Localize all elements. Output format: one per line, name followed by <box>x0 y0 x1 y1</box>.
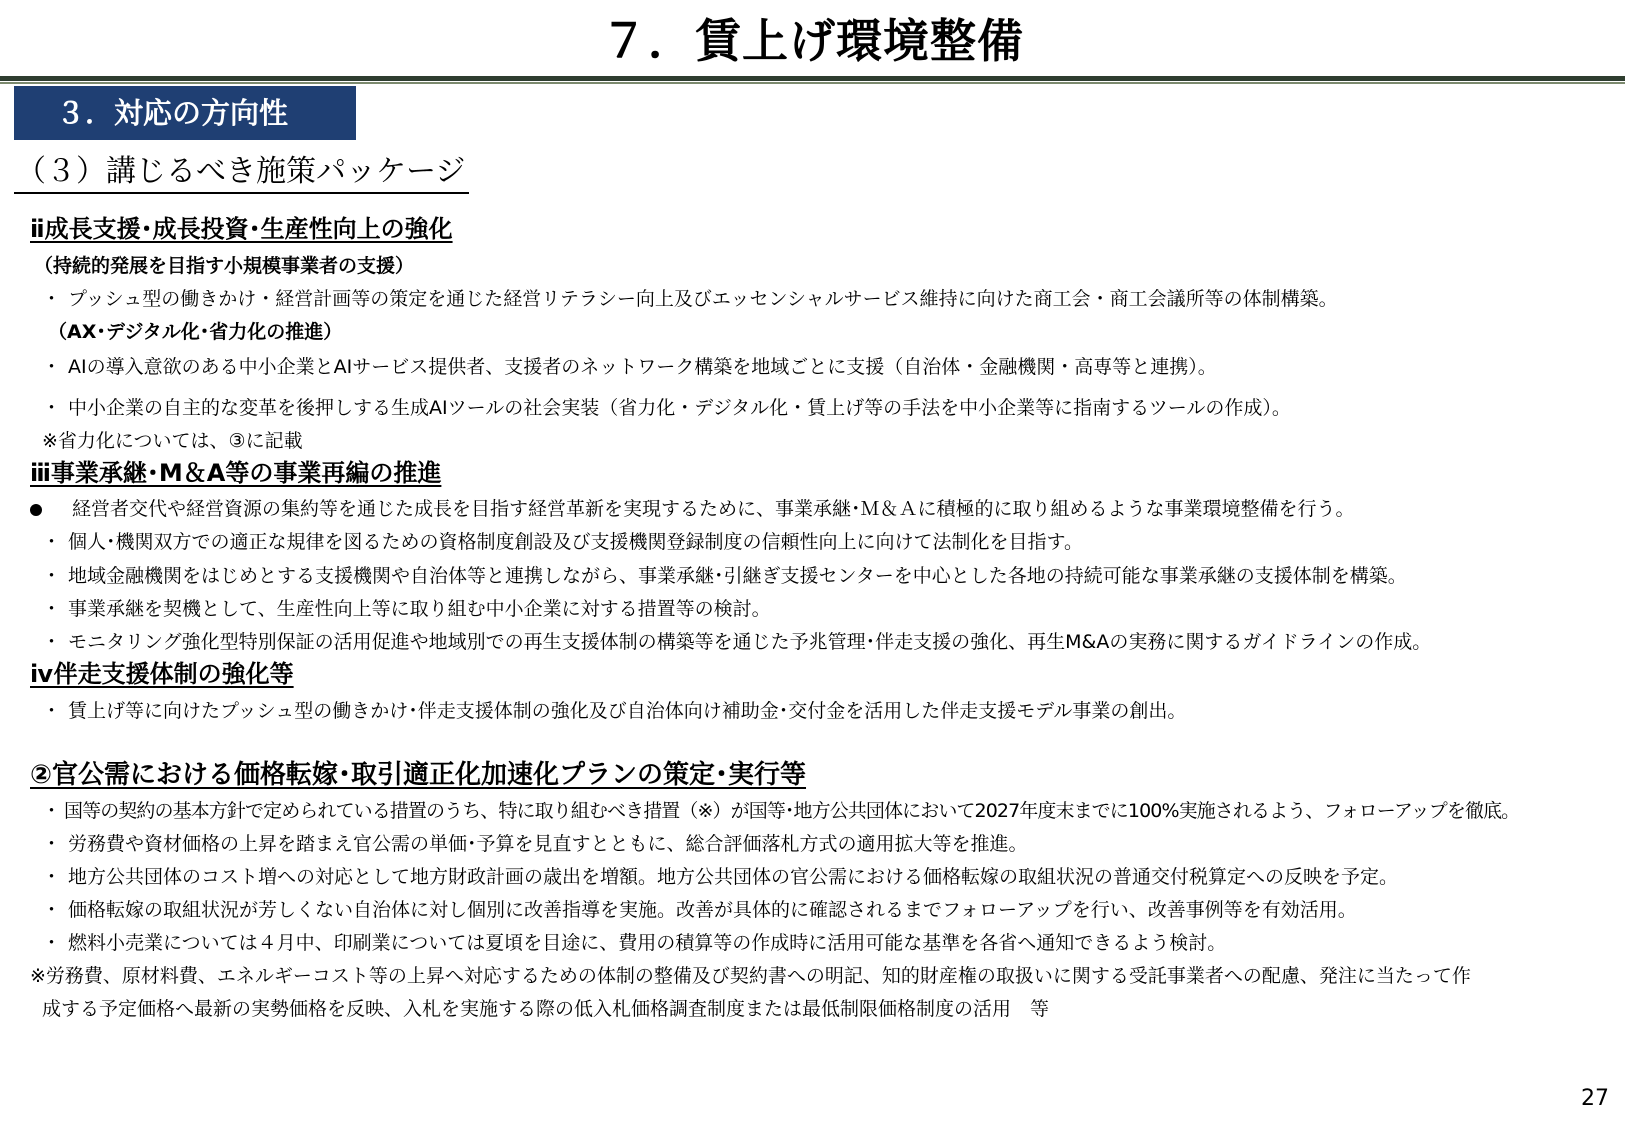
heading-iv: ⅳ伴走支援体制の強化等 <box>30 660 294 688</box>
list-item-text: プッシュ型の働きかけ・経営計画等の策定を通じた経営リテラシー向上及びエッセンシャルサービス維持に向けた商工会・商工会議所等の体制構築。 <box>68 288 1338 310</box>
list-item-primary <box>30 494 1355 524</box>
list-item-text: 賃上げ等に向けたプッシュ型の働きかけ･伴走支援体制の強化及び自治体向け補助金･交付金を活用した伴走支援モデル事業の創出。 <box>68 700 1187 722</box>
list-item-text: 地方公共団体のコスト増への対応として地方財政計画の歳出を増額。地方公共団体の官公需における価格転嫁の取組状況の普通交付税算定への反映を予定。 <box>68 866 1399 888</box>
footnote-line-1: ※労務費、原材料費、エネルギーコスト等の上昇へ対応するための体制の整備及び契約書への明記、知的財産権の取扱いに関する受託事業者への配慮、発注に当たって作 <box>30 965 1471 987</box>
bullet-mark: ・ <box>42 800 61 822</box>
bullet-mark: ・ <box>42 631 62 653</box>
list-item <box>42 284 1338 314</box>
list-item-text: 事業承継を契機として、生産性向上等に取り組む中小企業に対する措置等の検討。 <box>68 598 771 620</box>
list-item-text: AIの導入意欲のある中小企業とAIサービス提供者、支援者のネットワーク構築を地域ごとに支援（自治体・金融機関・高専等と連携）。 <box>68 356 1217 378</box>
page-number: 27 <box>1581 1086 1609 1111</box>
list-item-text: 経営者交代や経営資源の集約等を通じた成長を目指す経営革新を実現するために、事業承継･Ｍ＆Ａに積極的に取り組めるような事業環境整備を行う。 <box>72 498 1355 520</box>
section-label: ３．対応の方向性 <box>14 86 356 140</box>
list-item-text: 燃料小売業については４月中、印刷業については夏頃を目途に、費用の積算等の作成時に活用可能な基準を各省へ通知できるよう検討。 <box>68 932 1227 954</box>
bullet-mark: ・ <box>42 700 62 722</box>
list-item <box>42 796 1519 826</box>
list-item <box>42 561 1407 591</box>
bullet-dot-icon <box>30 504 42 516</box>
note-shoryokuka: ※省力化については、③に記載 <box>42 430 303 452</box>
list-item <box>42 829 1028 859</box>
heading-iii: ⅲ事業承継･M＆A等の事業再編の推進 <box>30 459 442 487</box>
list-item <box>42 352 1217 382</box>
list-item-text: 労務費や資材価格の上昇を踏まえ官公需の単価･予算を見直すとともに、総合評価落札方式の適用拡大等を推進。 <box>68 833 1028 855</box>
title-divider-thin <box>0 82 1625 84</box>
heading-price-pass-through: ②官公需における価格転嫁･取引適正化加速化プランの策定･実行等 <box>30 760 807 790</box>
bullet-mark: ・ <box>42 932 62 954</box>
list-item-text: 価格転嫁の取組状況が芳しくない自治体に対し個別に改善指導を実施。改善が具体的に確認されるまでフォローアップを行い、改善事例等を有効活用。 <box>68 899 1357 921</box>
bullet-mark: ・ <box>42 356 62 378</box>
list-item <box>42 627 1431 657</box>
bullet-mark: ・ <box>42 833 62 855</box>
subheading-ax: （AX･デジタル化･省力化の推進） <box>48 321 343 343</box>
list-item <box>42 696 1186 726</box>
list-item <box>42 928 1226 958</box>
bullet-mark: ・ <box>42 565 62 587</box>
bullet-mark: ・ <box>42 899 62 921</box>
list-item-text: 個人･機関双方での適正な規律を図るための資格制度創設及び支援機関登録制度の信頼性向上に向けて法制化を目指す。 <box>68 531 1083 553</box>
footnote-line-2: 成する予定価格へ最新の実勢価格を反映、入札を実施する際の低入札価格調査制度または最低制限価格制度の活用 等 <box>42 998 1050 1020</box>
bullet-mark: ・ <box>42 598 62 620</box>
list-item-text: 中小企業の自主的な変革を後押しする生成AIツールの社会実装（省力化・デジタル化・賃上げ等の手法を中小企業等に指南するツールの作成）。 <box>68 397 1291 419</box>
list-item-text: 国等の契約の基本方針で定められている措置のうち、特に取り組むべき措置（※）が国等･地方公共団体において2027年度末までに100%実施されるよう、フォローアップを徹底。 <box>64 800 1520 822</box>
bullet-mark: ・ <box>42 531 62 553</box>
list-item-text: 地域金融機関をはじめとする支援機関や自治体等と連携しながら、事業承継･引継ぎ支援センターを中心とした各地の持続可能な事業承継の支援体制を構築。 <box>68 565 1407 587</box>
list-item <box>42 862 1398 892</box>
list-item <box>42 895 1357 925</box>
page-title: ７．賃上げ環境整備 <box>601 14 1024 68</box>
heading-ii: ⅱ成長支援･成長投資･生産性向上の強化 <box>30 215 453 243</box>
list-item-text: モニタリング強化型特別保証の活用促進や地域別での再生支援体制の構築等を通じた予兆管理･伴走支援の強化、再生M&Aの実務に関するガイドラインの作成。 <box>68 631 1432 653</box>
list-item <box>42 393 1291 423</box>
subheading: （３）講じるべき施策パッケージ <box>14 152 469 194</box>
title-divider <box>0 76 1625 81</box>
list-item <box>42 594 771 624</box>
bullet-mark: ・ <box>42 866 62 888</box>
bullet-mark: ・ <box>42 288 62 310</box>
list-item <box>42 527 1083 557</box>
bullet-mark: ・ <box>42 397 62 419</box>
subheading-small-business: （持続的発展を目指す小規模事業者の支援） <box>34 255 415 277</box>
